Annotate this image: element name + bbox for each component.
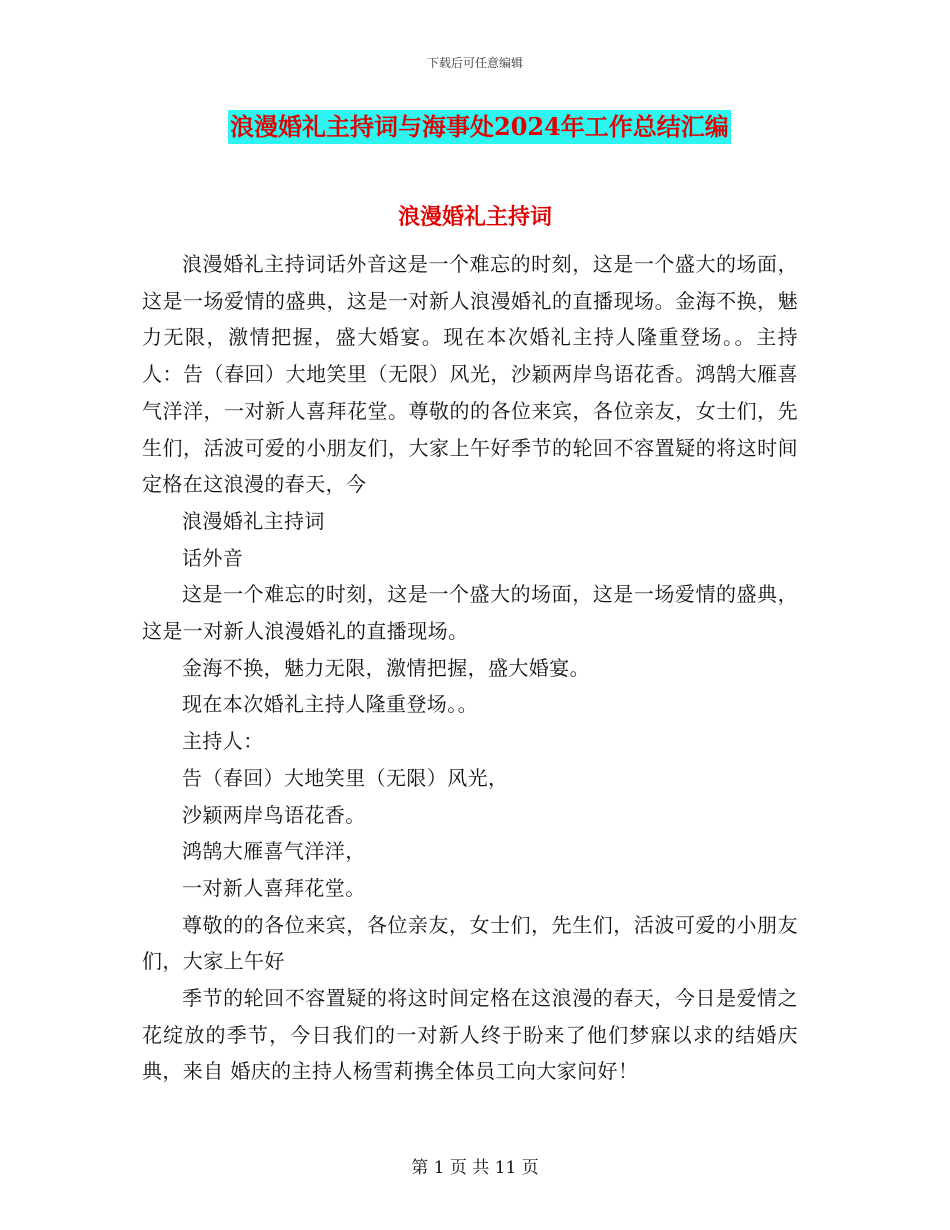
paragraph: 尊敬的的各位来宾，各位亲友，女士们，先生们，活波可爱的小朋友们，大家上午好 bbox=[142, 912, 798, 974]
paragraph: 季节的轮回不容置疑的将这时间定格在这浪漫的春天，今日是爱情之花绽放的季节，今日我们的一对新人终于盼来了他们梦寐以求的结婚庆典，来自 婚庆的主持人杨雪莉携全体员工向大家问好！ bbox=[142, 986, 798, 1084]
page-number: 第 1 页 共 11 页 bbox=[411, 1158, 539, 1178]
paragraph: 浪漫婚礼主持词 bbox=[182, 508, 325, 533]
paragraph: 一对新人喜拜花堂。 bbox=[182, 875, 366, 900]
paragraph: 鸿鹄大雁喜气洋洋， bbox=[182, 839, 366, 864]
paragraph: 话外音 bbox=[182, 545, 244, 570]
paragraph: 沙颖两岸鸟语花香。 bbox=[182, 802, 366, 827]
paragraph: 告（春回）大地笑里（无限）风光， bbox=[182, 765, 509, 790]
paragraph: 主持人： bbox=[182, 729, 264, 754]
paragraph: 浪漫婚礼主持词话外音这是一个难忘的时刻，这是一个盛大的场面，这是一场爱情的盛典，这是一对新人浪漫婚礼的直播现场。金海不换，魅力无限，激情把握，盛大婚宴。现在本次婚礼主持人隆重登场。。主持人：告（春回）大地笑里（无限）风光，沙颖两岸鸟语花香。鸿鹄大雁喜气洋洋，一对新人喜拜花堂。尊敬的的各位来宾，各位亲友，女士们，先生们，活波可爱的小朋友们，大家上午好季节的轮回不容置疑的将这时间定格在这浪漫的春天，今 bbox=[142, 252, 798, 497]
page-header: 下载后可任意编辑 bbox=[426, 56, 523, 70]
paragraph: 这是一个难忘的时刻，这是一个盛大的场面，这是一场爱情的盛典，这是一对新人浪漫婚礼的直播现场。 bbox=[142, 582, 798, 644]
document-body bbox=[142, 246, 798, 1090]
document-title: 浪漫婚礼主持词与海事处2024年工作总结汇编 bbox=[228, 110, 731, 144]
section-title: 浪漫婚礼主持词 bbox=[397, 204, 552, 230]
paragraph: 金海不换，魅力无限，激情把握，盛大婚宴。 bbox=[182, 655, 590, 680]
paragraph: 现在本次婚礼主持人隆重登场。。 bbox=[182, 692, 478, 717]
